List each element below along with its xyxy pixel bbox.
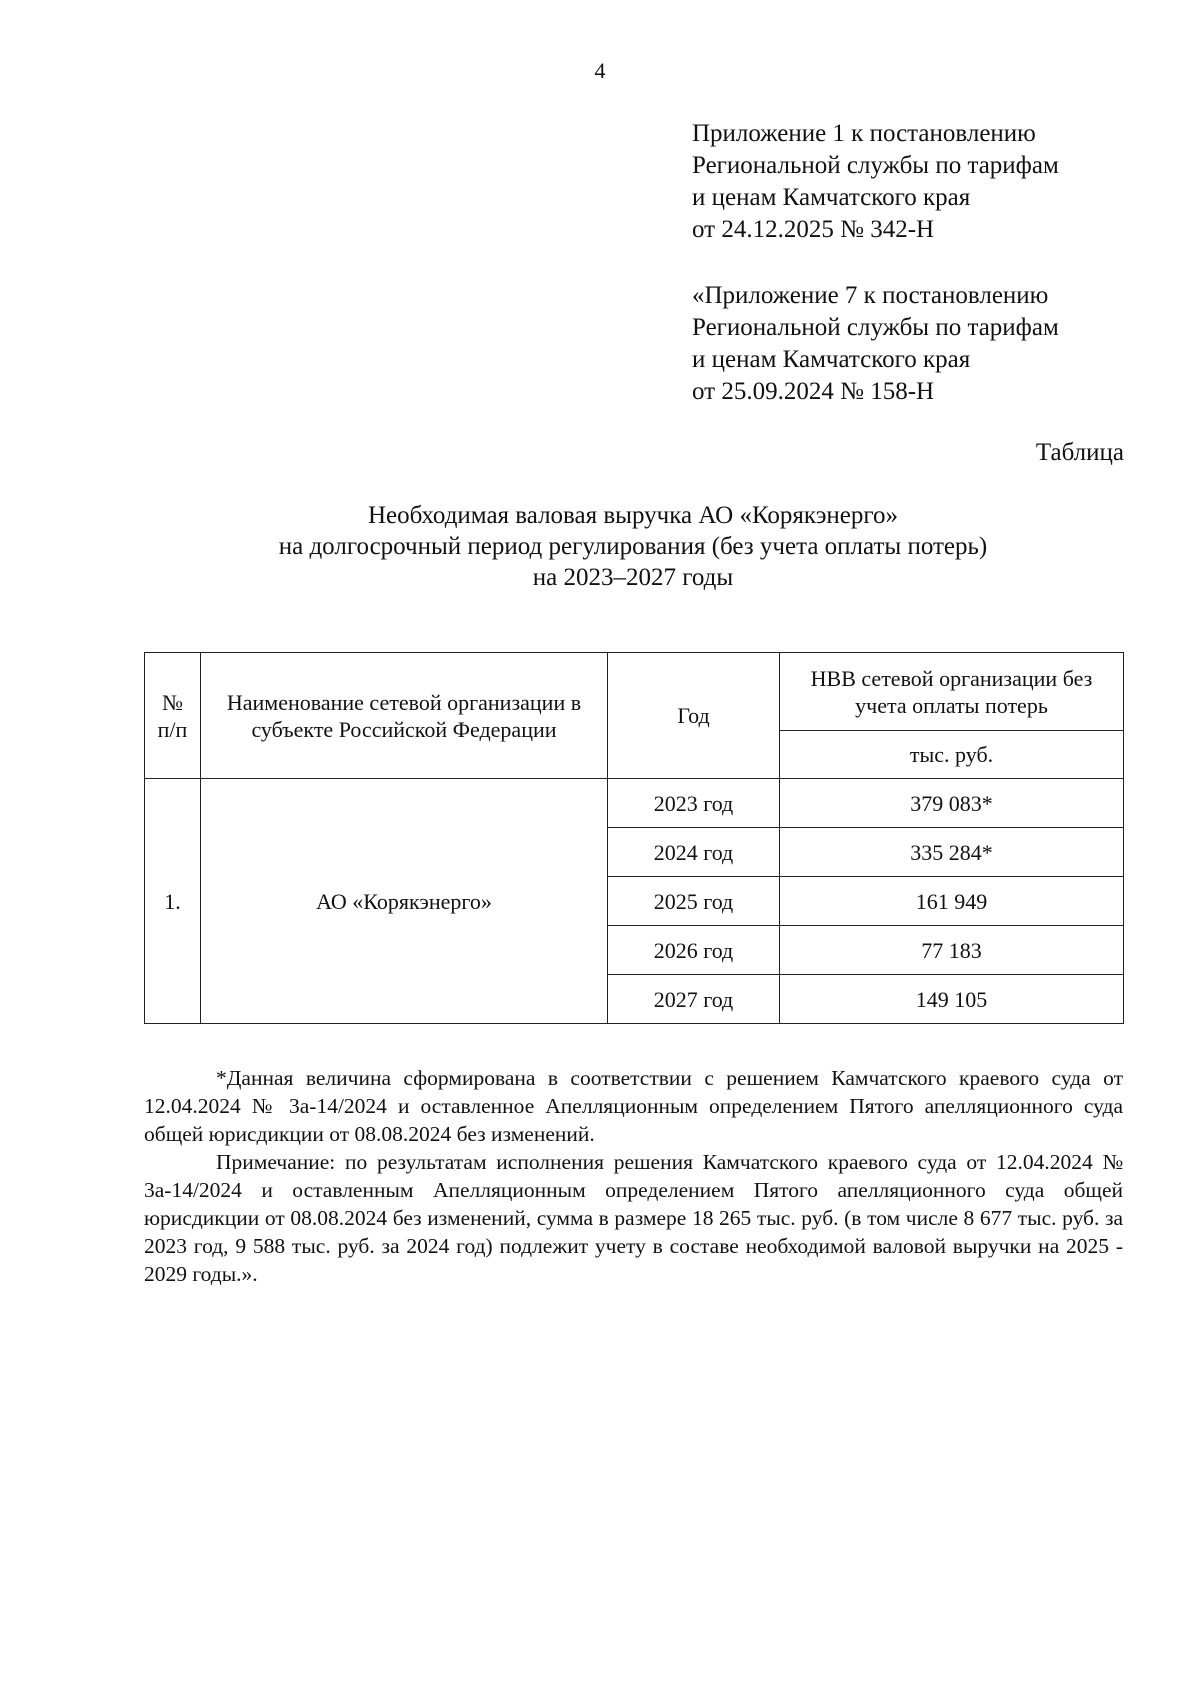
- attachment-1-line: Региональной службы по тарифам: [692, 152, 1059, 179]
- title-line: на долгосрочный период регулирования (без учета оплаты потерь): [278, 533, 988, 560]
- attachment-1-heading: [692, 118, 1059, 246]
- table-label: Таблица: [1035, 439, 1124, 466]
- value-cell: 161 949: [780, 877, 1124, 926]
- attachment-2-line: «Приложение 7 к постановлению: [692, 282, 1049, 309]
- value-cell: 335 284*: [780, 828, 1124, 877]
- year-cell: 2027 год: [608, 975, 780, 1024]
- row-number: 1.: [145, 779, 201, 1024]
- document-title: [0, 500, 1200, 593]
- remark-paragraph: Примечание: по результатам исполнения решения Камчатского краевого суда от 12.04.2024 № 3а-14/2024 и оставленным Апелляционным определением Пятого апелляционного суда общей юрисдикции от 08.08.2024 без изменений, сумма в размере 18 265 тыс. руб. (в том числе 8 677 тыс. руб. за 2023 год, 9 588 тыс. руб. за 2024 год) подлежит учету в составе необходимой валовой выручки на 2025 - 2029 годы.».: [144, 1150, 1123, 1286]
- table-row: [145, 779, 1124, 828]
- footnote-paragraph: *Данная величина сформирована в соответствии с решением Камчатского краевого суда от 12.04.2024 № 3а-14/2024 и оставленное Апелляционным определением Пятого апелляционного суда общей юрисдикции от 08.08.2024 без изменений.: [144, 1066, 1123, 1146]
- header-revenue: НВВ сетевой организации без учета оплаты потерь: [780, 653, 1124, 731]
- row-organization-name: АО «Корякэнерго»: [201, 779, 608, 1024]
- header-unit: тыс. руб.: [780, 731, 1124, 779]
- title-line: на 2023–2027 годы: [532, 564, 734, 591]
- year-cell: 2024 год: [608, 828, 780, 877]
- header-organization-name: Наименование сетевой организации в субъекте Российской Федерации: [201, 653, 608, 779]
- attachment-1-line: Приложение 1 к постановлению: [692, 120, 1036, 147]
- value-cell: 149 105: [780, 975, 1124, 1024]
- year-cell: 2025 год: [608, 877, 780, 926]
- header-number: № п/п: [145, 653, 201, 779]
- attachment-1-line: и ценам Камчатского края: [692, 184, 971, 211]
- revenue-table: [144, 652, 1124, 1024]
- attachment-2-heading: [692, 280, 1059, 408]
- notes-section: [144, 1064, 1123, 1288]
- attachment-2-line: Региональной службы по тарифам: [692, 314, 1059, 341]
- page-number: 4: [594, 58, 606, 83]
- value-cell: 77 183: [780, 926, 1124, 975]
- year-cell: 2026 год: [608, 926, 780, 975]
- attachment-2-line: и ценам Камчатского края: [692, 346, 971, 373]
- header-year: Год: [608, 653, 780, 779]
- attachment-2-line: от 25.09.2024 № 158-Н: [692, 378, 935, 405]
- value-cell: 379 083*: [780, 779, 1124, 828]
- year-cell: 2023 год: [608, 779, 780, 828]
- title-line: Необходимая валовая выручка АО «Корякэнерго»: [367, 502, 899, 529]
- attachment-1-line: от 24.12.2025 № 342-Н: [692, 216, 935, 243]
